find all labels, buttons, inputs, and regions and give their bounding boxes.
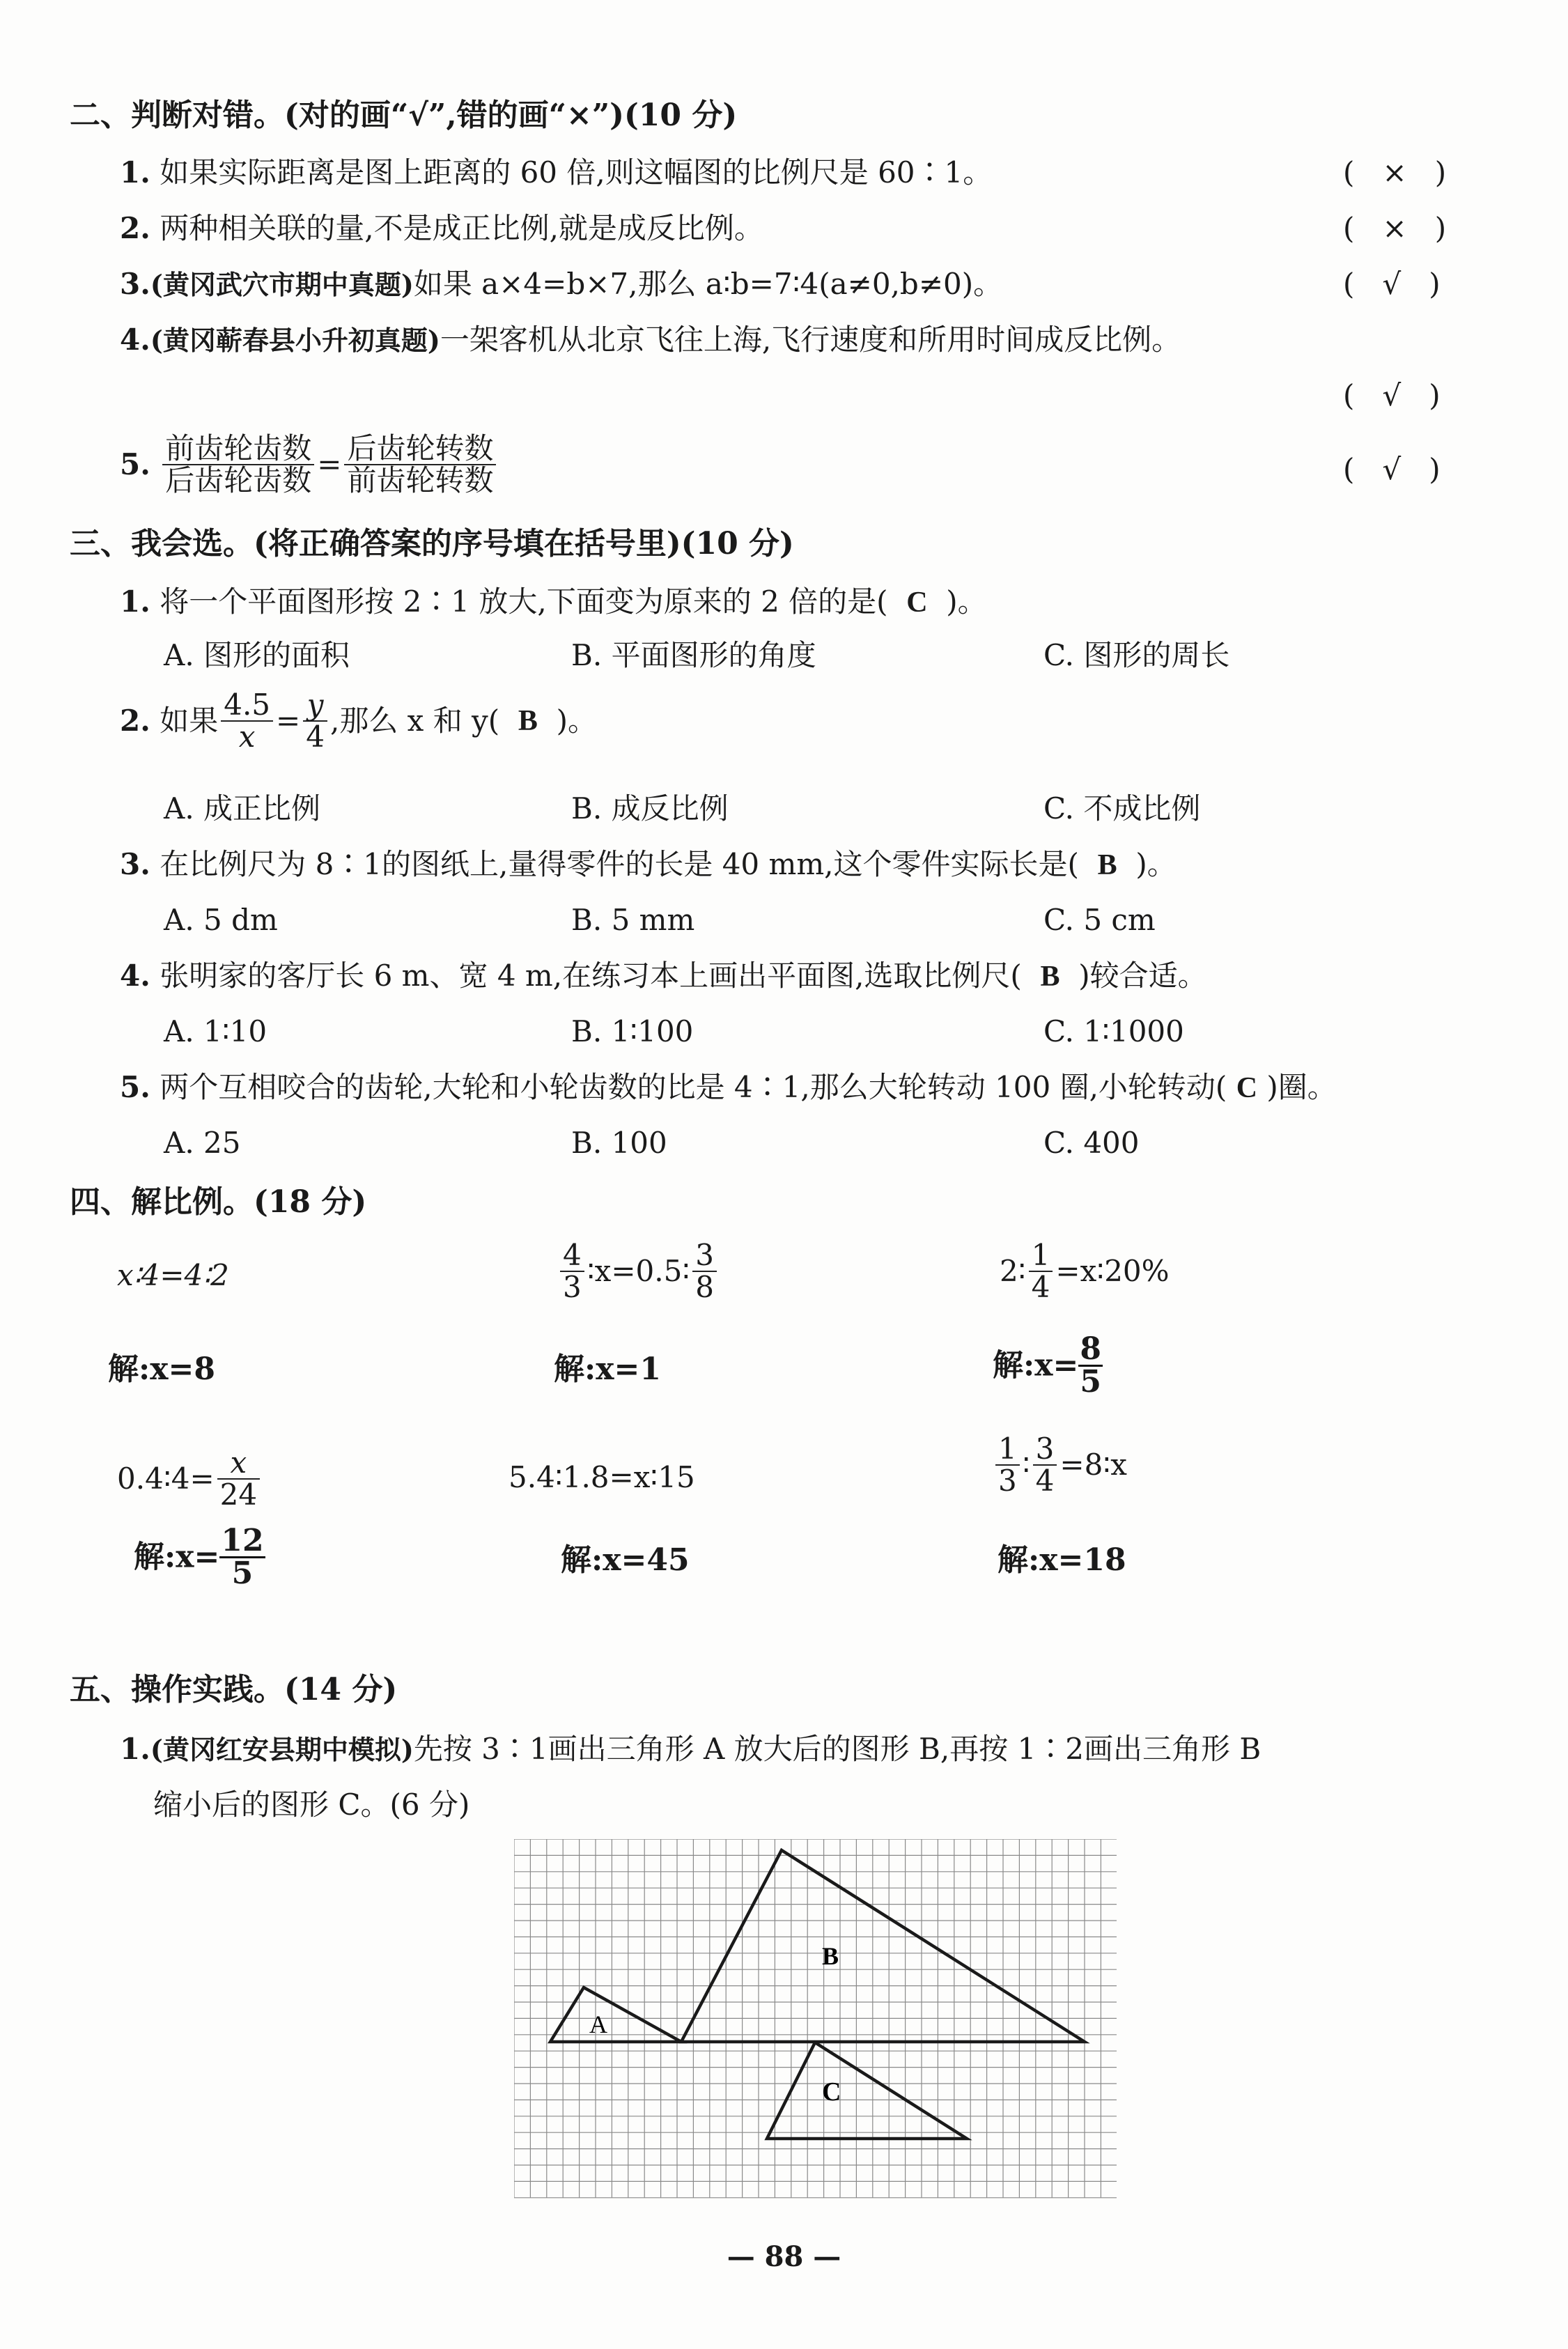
option-a: A. 25 <box>164 1126 241 1160</box>
solution-5: 解:x=45 <box>561 1542 690 1578</box>
choose-item-3: 3. 在比例尺为 8∶1的图纸上,量得零件的长是 40 mm,这个零件实际长是( B )。 <box>120 847 1177 881</box>
option-c: C. 图形的周长 <box>1043 638 1230 672</box>
option-b: B. 5 mm <box>571 903 695 937</box>
solution-2: 解:x=1 <box>554 1351 661 1387</box>
option-b: B. 成反比例 <box>571 791 729 825</box>
item-number: 1. <box>120 155 150 189</box>
judge-item-2: 2. 两种相关联的量,不是成正比例,就是成反比例。 <box>120 211 763 245</box>
label-b: B <box>822 1942 839 1970</box>
option-a: A. 图形的面积 <box>164 638 350 672</box>
judge-answer-3: ( √ ) <box>1343 267 1441 301</box>
choose-item-1: 1. 将一个平面图形按 2∶1 放大,下面变为原来的 2 倍的是( C )。 <box>120 584 987 619</box>
section-choose-title: 三、我会选。(将正确答案的序号填在括号里)(10 分) <box>70 526 794 561</box>
label-c: C <box>822 2077 841 2107</box>
judge-answer-2: ( × ) <box>1343 211 1447 245</box>
fraction: $\frac{\text{前齿轮齿数}}{\text{后齿轮齿数}}$ <box>162 433 314 496</box>
judge-item-3: 3.(黄冈武穴市期中真题)如果 a×4=b×7,那么 a∶b=7∶4(a≠0,b≠0)。 <box>120 267 1003 301</box>
solution-1: 解:x=8 <box>108 1351 215 1387</box>
fraction: $\frac{4.5}{x}$ <box>221 690 273 752</box>
label-a: A <box>589 2010 607 2038</box>
proportion-2: $\frac{4}{3}$ ∶x=0.5∶ $\frac{3}{8}$ <box>557 1240 720 1303</box>
option-c: C. 400 <box>1043 1126 1140 1160</box>
triangle-grid <box>514 1839 1117 2208</box>
fraction: $\frac{\text{后齿轮转数}}{\text{前齿轮转数}}$ <box>344 433 496 496</box>
proportion-4: 0.4∶4= $\frac{x}{24}$ <box>117 1448 263 1510</box>
option-c: C. 1∶1000 <box>1043 1014 1184 1048</box>
judge-text: 如果实际距离是图上距离的 60 倍,则这幅图的比例尺是 60∶1。 <box>160 155 993 189</box>
section-practice-title: 五、操作实践。(14 分) <box>70 1672 398 1707</box>
option-b: B. 100 <box>571 1126 667 1160</box>
option-a: A. 1∶10 <box>164 1014 267 1048</box>
answer: C <box>906 587 928 619</box>
triangle-c <box>767 2042 967 2139</box>
source-tag: (黄冈武穴市期中真题) <box>150 269 414 300</box>
judge-item-1 <box>120 155 992 191</box>
grid-figure <box>514 1839 1117 2208</box>
triangle-b <box>681 1850 1085 2042</box>
judge-answer-1: ( × ) <box>1343 155 1447 189</box>
judge-item-4: 4.(黄冈蕲春县小升初真题)一架客机从北京飞往上海,飞行速度和所用时间成反比例。 <box>120 323 1181 357</box>
solution-3: 解:x= $\frac{8}{5}$ <box>993 1331 1101 1400</box>
triangle-a <box>550 1987 681 2042</box>
answer: C <box>1236 1072 1258 1104</box>
choose-item-2: 2. 如果 $\frac{4.5}{x}$ = $\frac{y}{4}$ ,那么 x 和 y( B )。 <box>120 688 597 754</box>
choose-item-5: 5. 两个互相咬合的齿轮,大轮和小轮齿数的比是 4∶1,那么大轮转动 100 圈,小轮转动( C )圈。 <box>120 1070 1337 1104</box>
option-b: B. 1∶100 <box>571 1014 694 1048</box>
practice-item-1: 1.(黄冈红安县期中模拟)先按 3∶1画出三角形 A 放大后的图形 B,再按 1∶2画出三角形 B <box>120 1732 1262 1766</box>
solution-6: 解:x=18 <box>998 1542 1126 1578</box>
answer: B <box>1040 961 1060 993</box>
judge-answer-5: ( √ ) <box>1343 452 1441 486</box>
fraction: $\frac{y}{4}$ <box>303 690 327 752</box>
option-a: A. 成正比例 <box>164 791 321 825</box>
section-judge-title: 二、判断对错。(对的画“√”,错的画“×”)(10 分) <box>70 98 738 133</box>
judge-answer-4: ( √ ) <box>1343 378 1441 412</box>
option-c: C. 5 cm <box>1043 903 1156 937</box>
section-proportion-title: 四、解比例。(18 分) <box>70 1184 367 1220</box>
proportion-3: 2∶ $\frac{1}{4}$ =x∶20% <box>1000 1238 1170 1305</box>
answer: B <box>1097 849 1117 881</box>
option-a: A. 5 dm <box>164 903 278 937</box>
source-tag: (黄冈蕲春县小升初真题) <box>150 325 440 356</box>
option-b: B. 平面图形的角度 <box>571 638 816 672</box>
answer: B <box>518 705 538 738</box>
proportion-5: 5.4∶1.8=x∶15 <box>509 1460 695 1494</box>
practice-item-1-line2: 缩小后的图形 C。(6 分) <box>153 1788 470 1822</box>
option-c: C. 不成比例 <box>1043 791 1201 825</box>
solution-4: 解:x= $\frac{12}{5}$ <box>134 1523 264 1591</box>
source-tag: (黄冈红安县期中模拟) <box>150 1734 414 1765</box>
choose-item-4: 4. 张明家的客厅长 6 m、宽 4 m,在练习本上画出平面图,选取比例尺( B )较合适。 <box>120 959 1207 993</box>
proportion-6: $\frac{1}{3}$ ∶ $\frac{3}{4}$ =8∶x <box>993 1434 1127 1496</box>
proportion-1: x∶4=4∶2 <box>117 1258 229 1292</box>
judge-item-5: 5. $\frac{\text{前齿轮齿数}}{\text{后齿轮齿数}}$ = $\frac{\text{后齿轮转数}}{\text{前齿轮转数}}$ <box>120 433 499 496</box>
page-number: — 88 — <box>727 2240 841 2273</box>
